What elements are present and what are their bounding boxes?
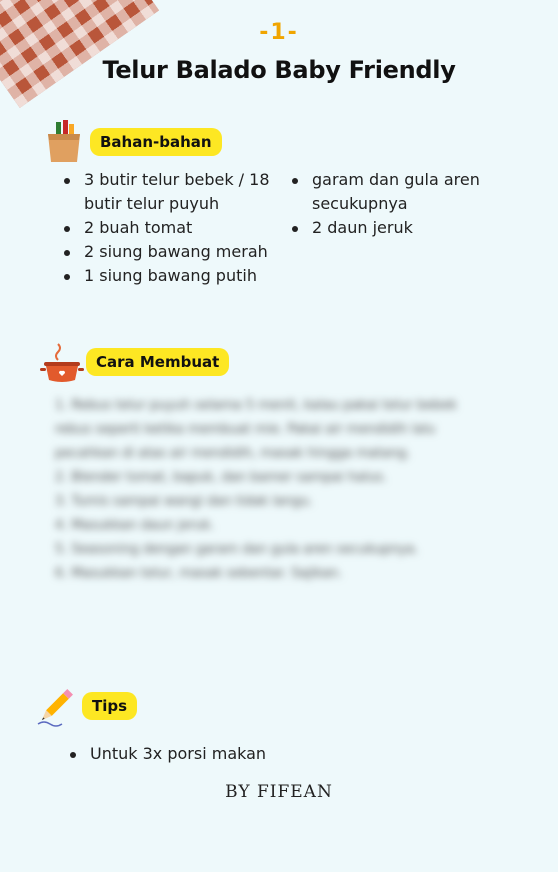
method-header <box>40 340 229 384</box>
ingredients-header <box>44 120 222 164</box>
cooking-pot-icon <box>40 340 80 384</box>
list-item: 3 butir telur bebek / 18 butir telur puyuh <box>62 168 282 216</box>
tips-list <box>68 742 488 766</box>
page-number-mark: -1- <box>259 20 299 45</box>
ingredients-heading: Bahan-bahan <box>90 128 222 156</box>
list-item: 2 siung bawang merah <box>62 240 282 264</box>
plaid-corner-decoration <box>0 0 159 108</box>
tips-heading: Tips <box>82 692 137 720</box>
list-item: 2 buah tomat <box>62 216 282 240</box>
method-step: 5. Seasoning dengan garam dan gula aren secukupnya. <box>55 542 419 557</box>
method-step: 3. Tumis sampai wangi dan tidak langu. <box>55 494 313 509</box>
ingredients-list-left <box>62 168 282 288</box>
list-item: Untuk 3x porsi makan <box>68 742 488 766</box>
method-step: 2. Blender tomat, bapuk, dan bamer sampai halus. <box>55 470 387 485</box>
list-item: garam dan gula aren secukupnya <box>290 168 520 216</box>
method-step: 6. Masukkan telur, masak sebentar. Sajikan. <box>55 566 343 581</box>
pencil-icon <box>36 684 76 728</box>
method-steps-blurred <box>55 394 495 586</box>
method-step: 1. Rebus telur puyuh selama 5 menit, kalau pakai telur bebek rebus seperti ketika membuat mie. Pakai air mendidih lalu pecahkan di atas air mendidih, masak hingga matang. <box>55 398 457 461</box>
grocery-bag-icon <box>44 120 84 164</box>
ingredients-list-right <box>290 168 520 240</box>
list-item: 1 siung bawang putih <box>62 264 282 288</box>
page-title: Telur Balado Baby Friendly <box>102 56 456 84</box>
author-byline: BY FIFEAN <box>225 782 333 802</box>
tips-header <box>36 684 137 728</box>
method-heading: Cara Membuat <box>86 348 229 376</box>
list-item: 2 daun jeruk <box>290 216 520 240</box>
method-step: 4. Masukkan daun jeruk. <box>55 518 215 533</box>
